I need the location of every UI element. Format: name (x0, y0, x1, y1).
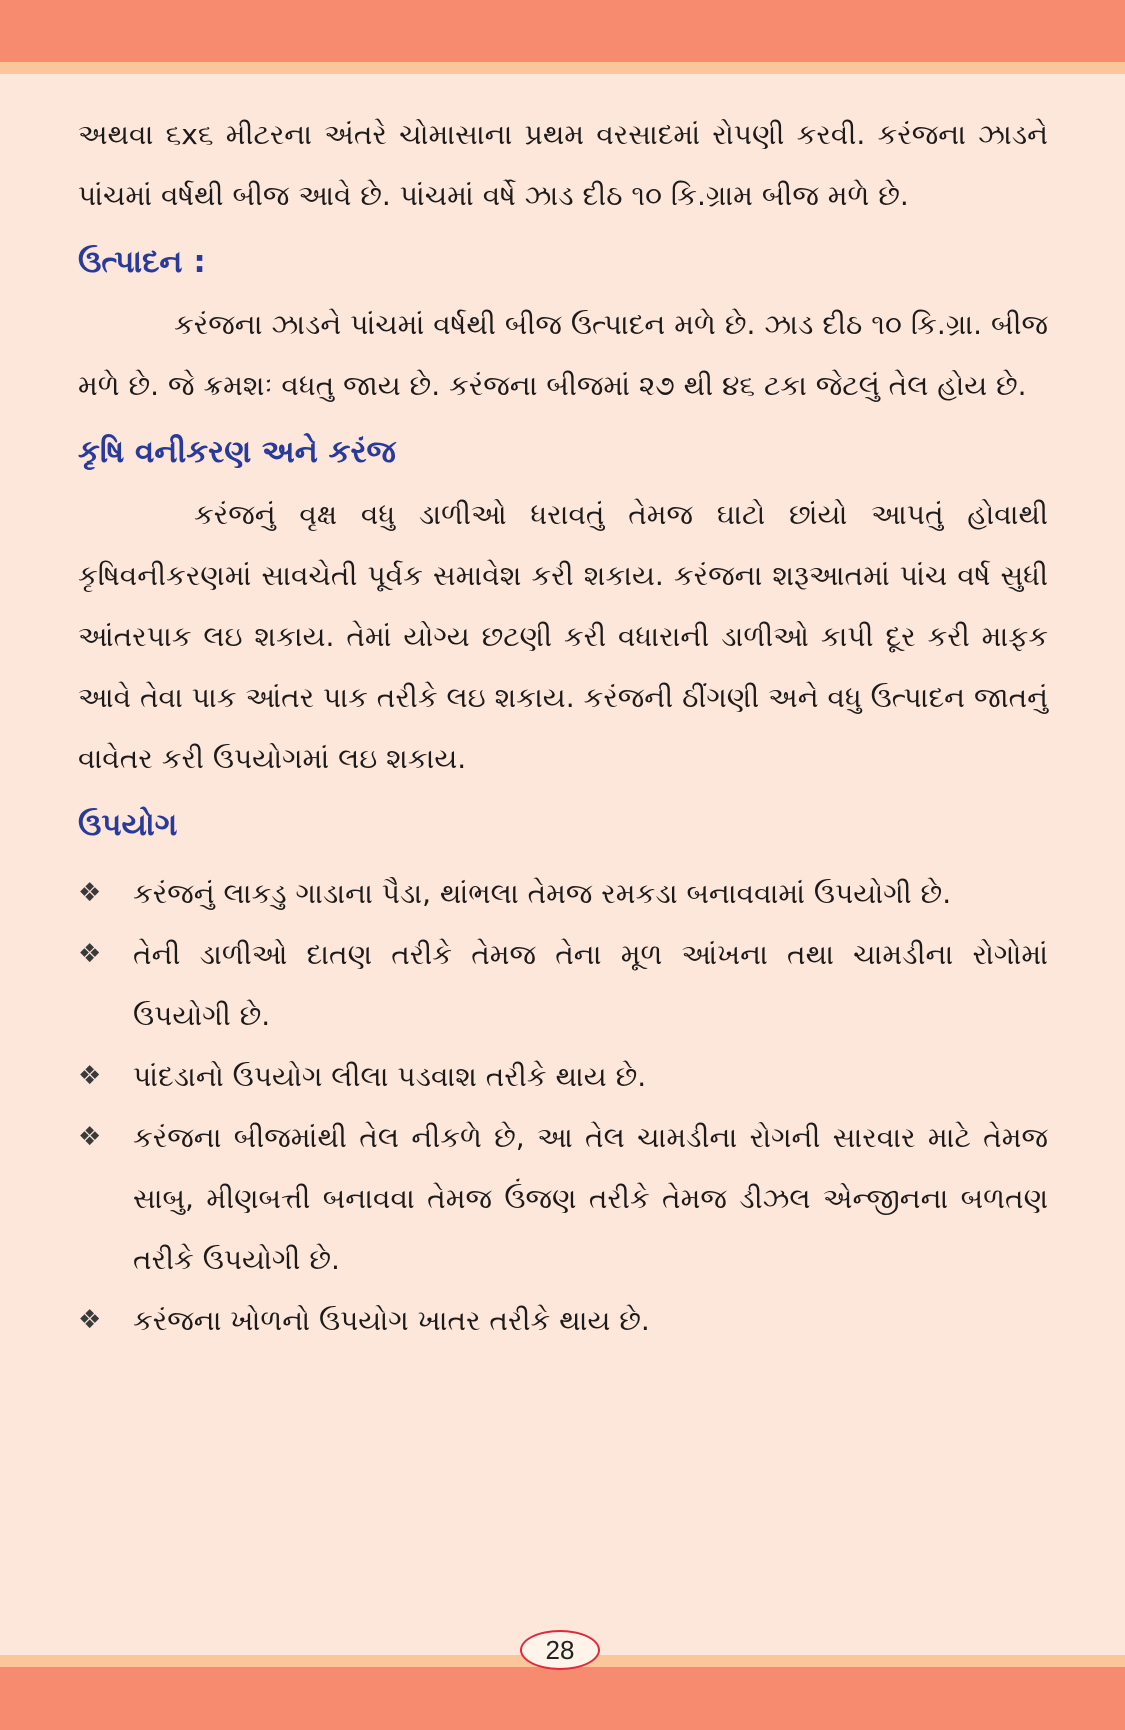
list-item (78, 924, 1048, 1046)
list-item (78, 1290, 1048, 1351)
bottom-banner (0, 1667, 1125, 1730)
list-item-text: કરંજના ખોળનો ઉપયોગ ખાતર તરીકે થાય છે. (133, 1304, 650, 1337)
agroforestry-paragraph: કરંજનું વૃક્ષ વધુ ડાળીઓ ધરાવતું તેમજ ઘાટો છાંયો આપતું હોવાથી કૃષિવનીકરણમાં સાવચેતી પૂર્વક સમાવેશ કરી શકાય. કરંજના શરૂઆતમાં પાંચ વર્ષ સુધી આંતરપાક લઇ શકાય. તેમાં યોગ્ય છટણી કરી વધારાની ડાળીઓ કાપી દૂર કરી માફક આવે તેવા પાક આંતર પાક તરીકે લઇ શકાય. કરંજની ઠીંગણી અને વધુ ઉત્પાદન જાતનું વાવેતર કરી ઉપયોગમાં લઇ શકાય. (78, 498, 1048, 775)
bullet-icon: ❖ (78, 1122, 102, 1152)
top-stripe (0, 62, 1125, 74)
page-content (78, 104, 1048, 1351)
section-heading-uses: ઉપયોગ (78, 807, 178, 843)
page-number: 28 (520, 1630, 600, 1670)
production-paragraph: કરંજના ઝાડને પાંચમાં વર્ષથી બીજ ઉત્પાદન મળે છે. ઝાડ દીઠ ૧૦ કિ.ગ્રા. બીજ મળે છે. જે ક્રમશઃ વધતુ જાય છે. કરંજના બીજમાં ૨૭ થી ૪૬ ટકા જેટલું તેલ હોય છે. (78, 308, 1048, 402)
bullet-icon: ❖ (78, 939, 102, 969)
section-heading-production: ઉત્પાદન : (78, 244, 206, 280)
intro-paragraph: અથવા ૬x૬ મીટરના અંતરે ચોમાસાના પ્રથમ વરસાદમાં રોપણી કરવી. કરંજના ઝાડને પાંચમાં વર્ષથી બીજ આવે છે. પાંચમાં વર્ષે ઝાડ દીઠ ૧૦ કિ.ગ્રામ બીજ મળે છે. (78, 118, 1048, 212)
bullet-icon: ❖ (78, 1305, 102, 1335)
uses-list (78, 863, 1048, 1351)
list-item-text: પાંદડાનો ઉપયોગ લીલા પડવાશ તરીકે થાય છે. (133, 1060, 647, 1093)
list-item (78, 1107, 1048, 1290)
list-item-text: કરંજનું લાકડુ ગાડાના પૈડા, થાંભલા તેમજ રમકડા બનાવવામાં ઉપયોગી છે. (133, 877, 952, 910)
bullet-icon: ❖ (78, 878, 102, 908)
top-banner (0, 0, 1125, 62)
list-item (78, 1046, 1048, 1107)
list-item-text: કરંજના બીજમાંથી તેલ નીકળે છે, આ તેલ ચામડીના રોગની સારવાર માટે તેમજ સાબુ, મીણબત્તી બનાવવા તેમજ ઉંજણ તરીકે તેમજ ડીઝલ એન્જીનના બળતણ તરીકે ઉપયોગી છે. (133, 1121, 1048, 1276)
list-item-text: તેની ડાળીઓ દાતણ તરીકે તેમજ તેના મૂળ આંખના તથા ચામડીના રોગોમાં ઉપયોગી છે. (133, 938, 1048, 1032)
list-item (78, 863, 1048, 924)
section-heading-agroforestry: કૃષિ વનીકરણ અને કરંજ (78, 434, 396, 470)
bullet-icon: ❖ (78, 1061, 102, 1091)
